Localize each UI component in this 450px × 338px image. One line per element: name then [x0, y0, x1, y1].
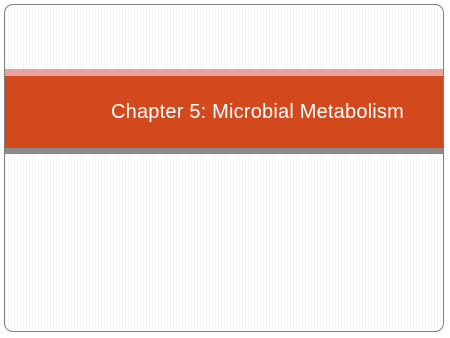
title-band-upper-stripe [5, 69, 443, 76]
slide [4, 4, 444, 332]
title-band-lower-stripe [5, 148, 443, 154]
title-band [5, 76, 443, 148]
slide-title: Chapter 5: Microbial Metabolism [111, 100, 404, 123]
